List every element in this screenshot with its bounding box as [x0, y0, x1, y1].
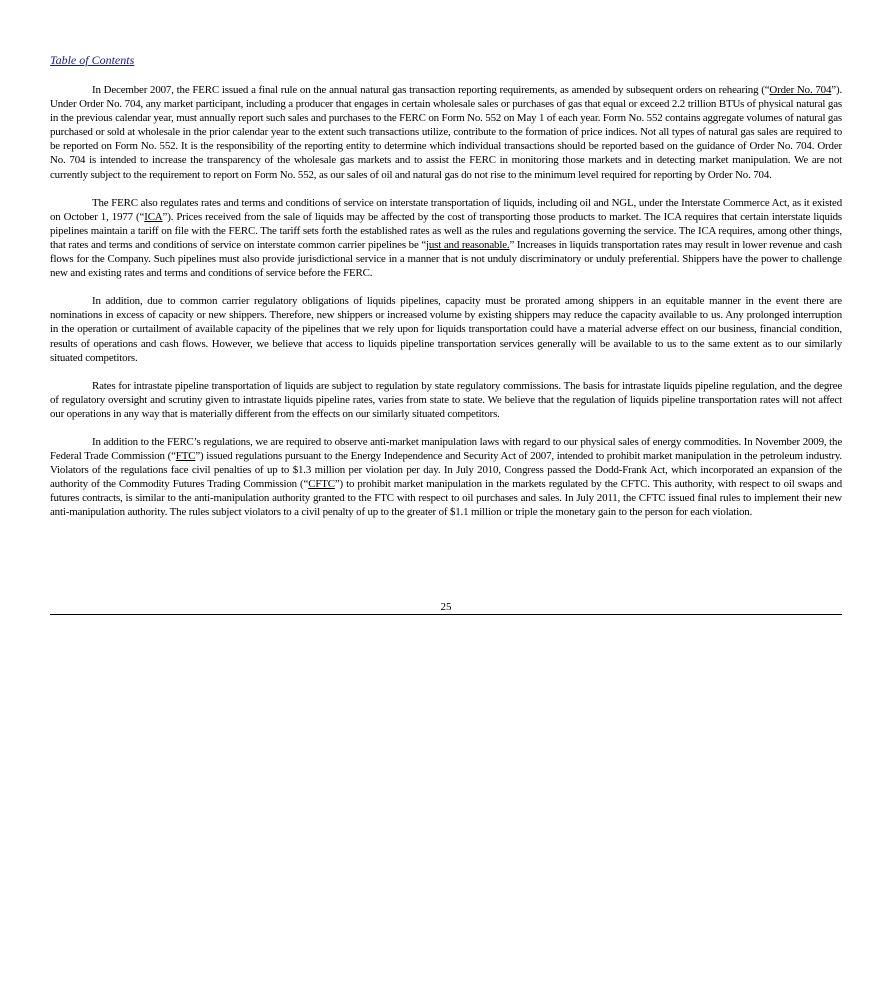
paragraph-text: The FERC also regulates rates and terms and conditions of service on interstate transportation of liquids, including oil and NGL, under the Interstate Commerce Act, as it existed on October 1, 1977 (“	[50, 196, 842, 223]
paragraph-text: ”). Under Order No. 704, any market participant, including a producer that engages in certain wholesale sales or purchases of gas that equal or exceed 2.2 trillion BTUs of physical natural gas in the previous calendar year, must annually report such sales and purchases to the FERC on Form No. 552 on May 1 of each year. Form No. 552 contains aggregate volumes of natural gas purchased or sold at wholesale in the prior calendar year to the extent such transactions utilize, contribute to the formation of price indices. Not all types of natural gas sales are required to be reported on Form No. 552. It is the responsibility of the reporting entity to determine which individual transactions should be reported based on the guidance of Order No. 704. Order No. 704 is intended to increase the transparency of the wholesale gas markets and to assist the FERC in monitoring those markets and in detecting market manipulation. We are not currently subject to the requirement to report on Form No. 552, as our sales of oil and natural gas do not rise to the minimum level required for reporting by Order No. 704.	[50, 84, 843, 181]
page-number: 25	[440, 601, 452, 613]
paragraph-text: ”) to prohibit market manipulation in the markets regulated by the CFTC. This authority, with respect to oil swaps and futures contracts, is similar to the anti-manipulation authority granted to the FTC with respect to oil purchases and sales. In July 2011, the CFTC issued final rules to implement their new anti-manipulation authority. The rules subject violators to a civil penalty of up to the greater of $1.1 million or triple the monetary gain to the person for each violation.	[50, 478, 842, 519]
paragraph-order-704	[50, 83, 842, 182]
paragraph-text: ” Increases in liquids transportation rates may result in lower revenue and cash flows for the Company. Such pipelines must also provide jurisdictional service in a manner that is not unduly discriminatory or unduly preferential. Shippers have the power to challenge new and existing rates and terms and conditions of service before the FERC.	[50, 238, 842, 280]
page-divider	[50, 614, 842, 615]
defined-term-ftc: FTC	[175, 450, 196, 463]
defined-term-order-704: Order No. 704	[769, 84, 832, 96]
paragraph-intrastate-rates: Rates for intrastate pipeline transportation of liquids are subject to regulation by state regulatory commissions. The basis for intrastate liquids pipeline regulation, and the degree of regulatory oversight and scrutiny given to intrastate liquids pipeline rates, varies from state to state. We believe that the regulation of liquids pipeline transportation rates will not affect our operations in any way that is materially different from the effects on our similarly situated competitors.	[50, 379, 842, 420]
paragraph-text: In addition to the FERC’s regulations, we are required to observe anti-market manipulation laws with regard to our physical sales of energy commodities. In November 2009, the Federal Trade Commission (“	[50, 435, 842, 463]
paragraph-capacity: In addition, due to common carrier regulatory obligations of liquids pipelines, capacity must be prorated among shippers in an equitable manner in the event there are nominations in excess of capacity or new shippers. Therefore, new shippers or increased volume by existing shippers may reduce the capacity available to us. Any prolonged interruption in the operation or curtailment of available capacity of the pipelines that we rely upon for liquids transportation could have a material adverse effect on our business, financial condition, results of operations and cash flows. However, we believe that access to liquids pipeline transportation services generally will be available to us to the same extent as to our similarly situated competitors.	[50, 295, 842, 364]
document-body	[50, 83, 842, 534]
paragraph-text: ”). Prices received from the sale of liquids may be affected by the cost of transporting those products to market. The ICA requires that certain interstate liquids pipelines maintain a tariff on file with the FERC. The tariff sets forth the established rates as well as the rules and regulations governing the service. The ICA requires, among other things, that rates and terms and conditions of service on interstate common carrier pipelines be “	[50, 210, 843, 251]
paragraph-text: In December 2007, the FERC issued a final rule on the annual natural gas transaction reporting requirements, as amended by subsequent orders on rehearing (“	[92, 84, 770, 96]
defined-term-ica: ICA	[144, 210, 163, 223]
paragraph-text: ”) issued regulations pursuant to the Energy Independence and Security Act of 2007, intended to prohibit market manipulation in the petroleum industry. Violators of the regulations face civil penalties of up to $1.3 million per violation per day. In July 2010, Congress passed the Dodd-Frank Act, which incorporated an expansion of the authority of the Commodity Futures Trading Commission (“	[50, 450, 843, 491]
defined-term-just-and-reasonable: just and reasonable.	[426, 238, 510, 251]
defined-term-cftc: CFTC	[308, 478, 335, 491]
table-of-contents-link[interactable]: Table of Contents	[50, 53, 135, 67]
paragraph-anti-manipulation	[50, 435, 842, 520]
paragraph-ica	[50, 196, 842, 281]
